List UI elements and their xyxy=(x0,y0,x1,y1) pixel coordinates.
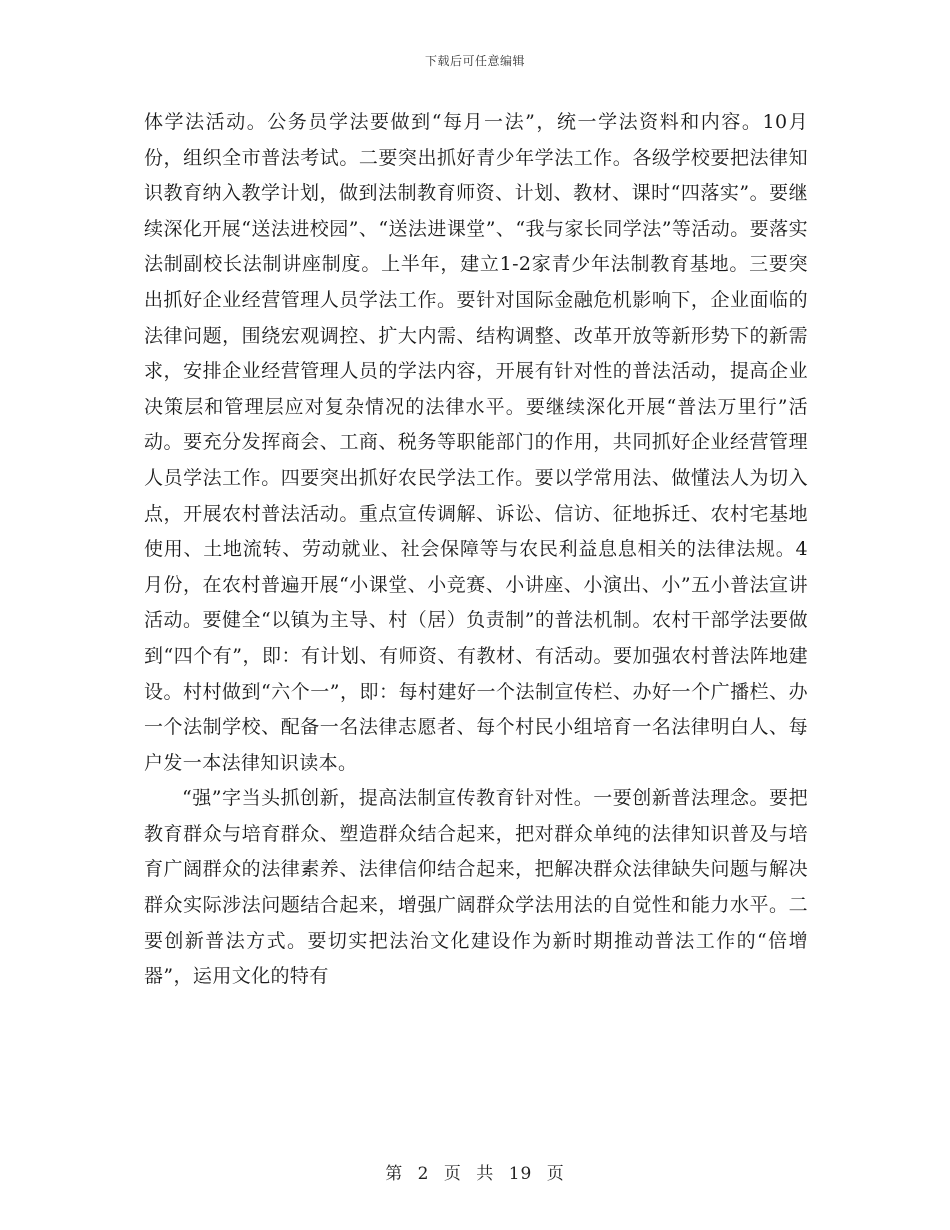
header-note: 下载后可任意编辑 xyxy=(424,54,525,68)
page-number-current: 2 xyxy=(417,1164,430,1184)
paragraph-1: 体学法活动。公务员学法要做到“每月一法”，统一学法资料和内容。10月份，组织全市普法考试。二要突出抓好青少年学法工作。各级学校要把法律知识教育纳入教学计划，做到法制教育师资、计划、教材、课时“四落实”。要继续深化开展“送法进校园”、“送法进课堂”、“我与家长同学法”等活动。要落实法制副校长法制讲座制度。上半年，建立1-2家青少年法制教育基地。三要突出抓好企业经营管理人员学法工作。要针对国际金融危机影响下，企业面临的法律问题，围绕宏观调控、扩大内需、结构调整、改革开放等新形势下的新需求，安排企业经营管理人员的学法内容，开展有针对性的普法活动，提高企业决策层和管理层应对复杂情况的法律水平。要继续深化开展“普法万里行”活动。要充分发挥商会、工商、税务等职能部门的作用，共同抓好企业经营管理人员学法工作。四要突出抓好农民学法工作。要以学常用法、做懂法人为切入点，开展农村普法活动。重点宣传调解、诉讼、信访、征地拆迁、农村宅基地使用、土地流转、劳动就业、社会保障等与农民利益息息相关的法律法规。4月份，在农村普遍开展“小课堂、小竞赛、小讲座、小演出、小”五小普法宣讲活动。要健全“以镇为主导、村（居）负责制”的普法机制。农村干部学法要做到“四个有”，即：有计划、有师资、有教材、有活动。要加强农村普法阵地建设。村村做到“六个一”，即：每村建好一个法制宣传栏、办好一个广播栏、办一个法制学校、配备一名法律志愿者、每个村民小组培育一名法律明白人、每户发一本法律知识读本。 xyxy=(144,111,808,774)
page-number-total: 19 xyxy=(508,1164,533,1184)
page-number-prefix: 第 xyxy=(385,1164,404,1184)
document-body xyxy=(144,105,808,995)
paragraph-2: “强”字当头抓创新，提高法制宣传教育针对性。一要创新普法理念。要把教育群众与培育群众、塑造群众结合起来，把对群众单纯的法律知识普及与培育广阔群众的法律素养、法律信仰结合起来，把解决群众法律缺失问题与解决群众实际涉法问题结合起来，增强广阔群众学法用法的自觉性和能力水平。二要创新普法方式。要切实把法治文化建设作为新时期推动普法工作的“倍增器”，运用文化的特有 xyxy=(144,787,808,988)
page-number xyxy=(0,1159,950,1184)
page-number-suffix: 页 xyxy=(546,1164,565,1184)
page-number-middle: 页 xyxy=(443,1164,462,1184)
page-number-joiner: 共 xyxy=(476,1164,495,1184)
